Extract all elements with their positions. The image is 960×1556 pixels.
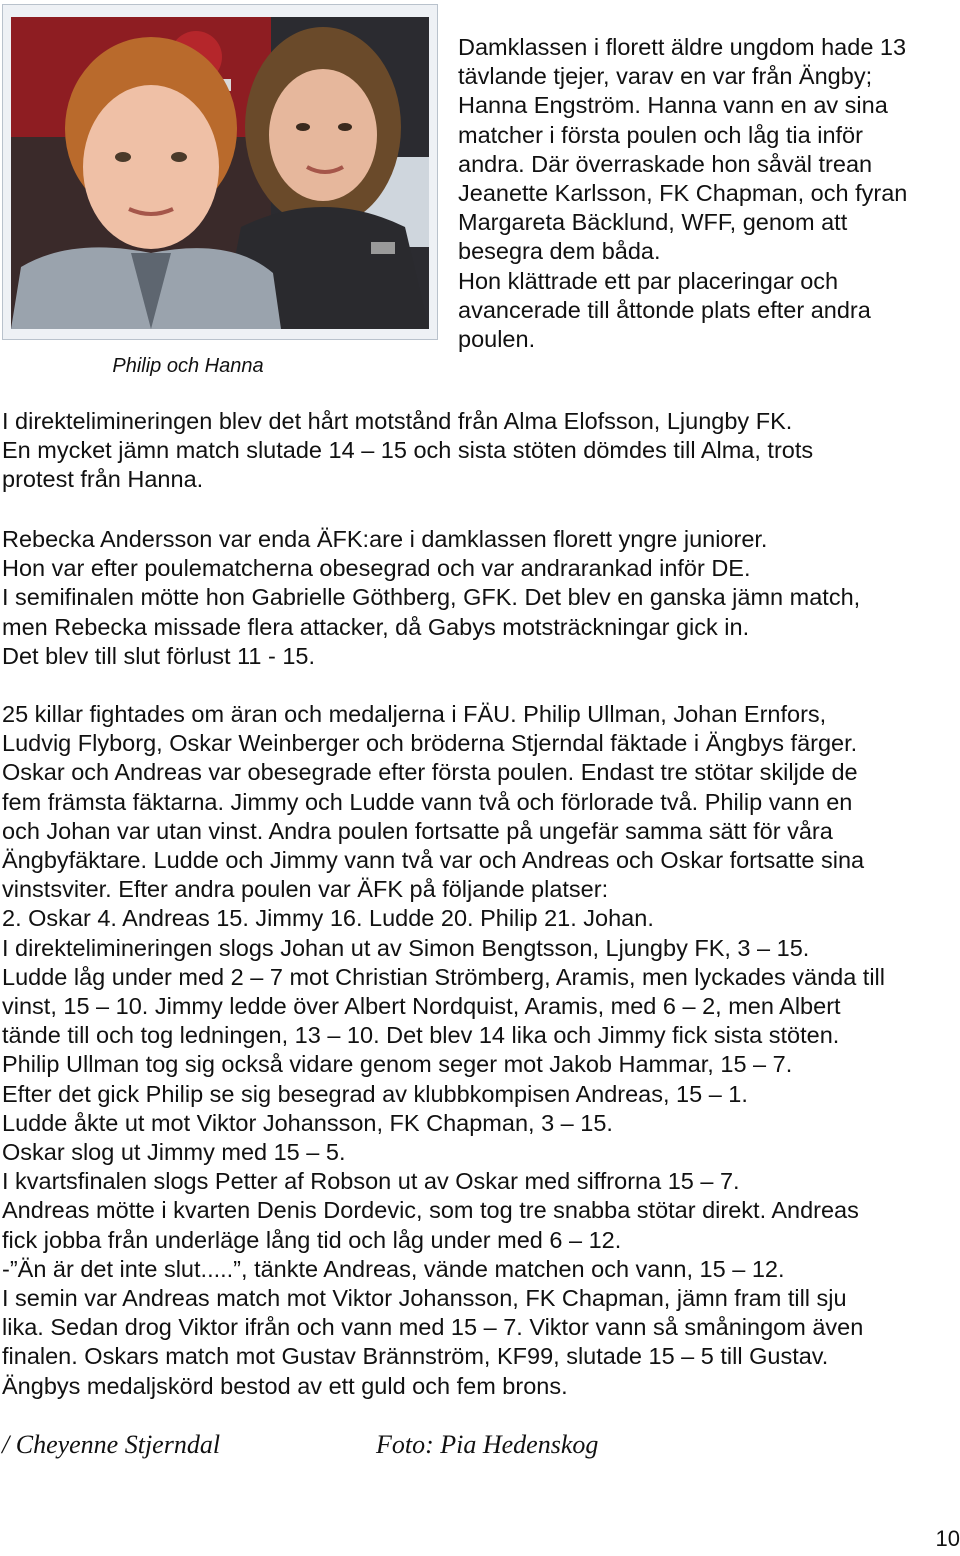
author-signature: / Cheyenne Stjerndal — [2, 1430, 221, 1459]
paragraph-rebecka: Rebecka Andersson var enda ÄFK:are i damklassen florett yngre juniorer. Hon var efter poulematcherna obesegrad och var andrarankad inför DE. I semifinalen mötte hon Gabrielle Göthberg, GFK. Det blev en ganska jämn match, men Rebecka missade flera attacker, då Gabys motsträckningar gick in. Det blev till slut förlust 11 - 15. — [2, 526, 861, 669]
photo-frame — [2, 4, 438, 340]
paragraph-hanna-de: I direktelimineringen blev det hårt motstånd från Alma Elofsson, Ljungby FK. En mycket jämn match slutade 14 – 15 och sista stöten dömdes till Alma, trots protest från Hanna. — [2, 408, 814, 493]
photo-caption: Philip och Hanna — [112, 355, 264, 377]
photo-credit: Foto: Pia Hedenskog — [376, 1430, 599, 1459]
page-number: 10 — [935, 1526, 960, 1551]
intro-paragraph: Damklassen i florett äldre ungdom hade 13 tävlande tjejer, varav en var från Ängby; Hanna Engström. Hanna vann en av sina matcher i första poulen och låg tia inför andra. Där överraskade hon såväl trean Jeanette Karlsson, FK Chapman, och fyran Margareta Bäcklund, WFF, genom att besegra dem båda. Hon klättrade ett par placeringar och avancerade till åttonde plats efter andra poulen. — [458, 34, 908, 353]
photo-philip-och-hanna — [11, 17, 429, 329]
paragraph-boys: 25 killar fightades om äran och medaljerna i FÄU. Philip Ullman, Johan Ernfors, Ludvig Flyborg, Oskar Weinberger och bröderna Stjerndal fäktade i Ängbys färger. Oskar och Andreas var obesegrade efter första poulen. Endast tre stötar skiljde de fem främsta fäktarna. Jimmy och Ludde vann två och förlorade två. Philip vann en och Johan var utan vinst. Andra poulen fortsatte på ungefär samma sätt för våra Ängbyfäktare. Ludde och Jimmy vann två var och Andreas och Oskar fortsatte sina vinstsviter. Efter andra poulen var ÄFK på följande platser: 2. Oskar 4. Andreas 15. Jimmy 16. Ludde 20. Philip 21. Johan. I direktelimineringen slogs Johan ut av Simon Bengtsson, Ljungby FK, 3 – 15. Ludde låg under med 2 – 7 mot Christian Strömberg, Aramis, men lyckades vända till vinst, 15 – 10. Jimmy ledde över Albert Nordquist, Aramis, med 6 – 2, men Albert tände till och tog ledningen, 13 – 10. Det blev 14 lika och Jimmy fick sista stöten. Philip Ullman tog sig också vidare genom seger mot Jakob Hammar, 15 – 7. Efter det gick Philip se sig besegrad av klubbkompisen Andreas, 15 – 1. Ludde åkte ut mot Viktor Johansson, FK Chapman, 3 – 15. Oskar slog ut Jimmy med 15 – 5. I kvartsfinalen slogs Petter af Robson ut av Oskar med siffrorna 15 – 7. Andreas mötte i kvarten Denis Dordevic, som tog tre snabba stötar direkt. Andreas fick jobba från underläge lång tid och låg under med 6 – 12. -”Än är det inte slut.....”, tänkte Andreas, vände matchen och vann, 15 – 12. I semin var Andreas match mot Viktor Johansson, FK Chapman, jämn fram till sju lika. Sedan drog Viktor ifrån och vann med 15 – 7. Viktor vann så småningom även finalen. Oskars match mot Gustav Brännström, KF99, slutade 15 – 5 till Gustav. Ängbys medaljskörd bestod av ett guld och fem brons. — [2, 701, 885, 1399]
